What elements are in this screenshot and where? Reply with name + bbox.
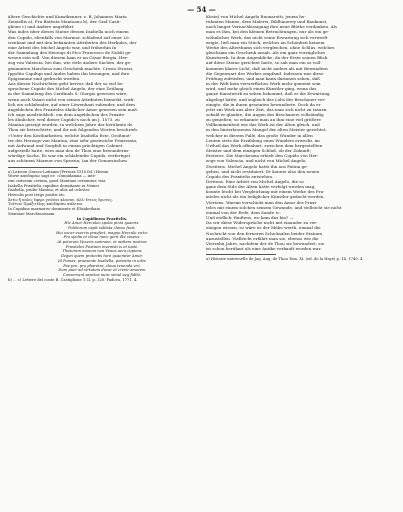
text-line: gleichsam ein Geschenk ansah. Als ein ganz vorzügliches [206,50,326,56]
text-line: welcher in diesem Falle, das große Wunder in allen [206,132,313,138]
poem-line: Ilegon quem protectis ture quaerator Amor. [61,254,143,259]
text-line: teles mit einem solchen seinem Gewande, und vielleicht sie nicht [206,204,342,210]
footnote-line: Herculis post tergo positis etc. [8,193,66,198]
text-line: Ersteres. Die Marchesina erhielt den Cupido von Her- [206,153,319,159]
text-line: in der Sammlung des Cardinals S. Giorgio gewesen wäre, [8,91,128,97]
text-line: den Cupido, ebenfalls von Marmor, schlafend auf einer Lö- [8,34,130,40]
text-line: ganze Kunstwerk zu sehen bekommt, daß er die Erwartung [206,91,330,97]
right-body-text [206,14,396,251]
text-line: ältere Geschichte und Kunstkenner, z. B. Johannes Maria [8,14,127,19]
text-line: Ippolito Capilupi und Andre haben ihn besungen, und ihre [8,70,130,76]
text-line: aufgestellt hatte, wies man den de Thou eine bewunderns- [8,148,130,154]
text-line: anzustellen. Vielleicht erfährt man sie, ebenso wie die [206,235,319,241]
text-line: ter des Herzogs von Mantua, eine sehr geistreiche Prinzessin, [8,137,138,143]
footnote-line: In Cupidine marmoreo dormiente et Elisabetham [8,207,101,212]
text-line: Thou sie betrachtete, und ihr mit folgenden Worten beschrieb. [8,127,139,133]
poem-title: In Cupidinem Praxitelis. [76,216,128,221]
right-column [206,14,396,504]
footnote-line: Mantuae Marchionissam. [8,211,56,216]
text-line: einigte, die in ihnen geseinten bewunderte. Doch da er [206,101,321,107]
poem-line: Conservant sanctos nunc simul aeg fidibi. [62,273,142,277]
text-line: Mantua gezeigt wurden, in welchem Jahre der berühmte de [8,122,133,128]
footnote-rule [206,254,276,255]
text-line: einigen wissen, so wäre es der Mühe werth, einmal die [206,225,321,231]
text-line: Meister und dem einzigen Schluß, ob der Zukunft; [206,148,312,154]
footnote-line: Τούτων Πραξιτέλης καυδαμάω κάλεται. [8,202,84,207]
left-column [8,14,196,504]
text-line: Was indes über dieses Statue dessen Iisabella noch einem [8,29,129,35]
text-line: in den hinterlassenen Mangel der alten Meister gerichtet, [206,127,327,133]
left-footnotes [8,170,196,217]
text-line: Prüfung zufrieden, und man kann darinnen sehen, daß [206,75,320,81]
text-line: Zeiniellis a), Fra Battista Mantoano b), der Graf Casti- [8,19,121,25]
text-line: Und endlich: fünftens, wo kam das hin? — [206,215,294,221]
text-line: Ich sage ausdrücklich: ein dem angeblichen des Praxite- [8,111,126,117]
poem-line: Pro spolia et claue nunc gerit illa caseus. [63,235,141,240]
text-line: Urtheil das Werk offenbart, zwischen dem hergestellten [206,142,323,148]
text-line: kommen klares Licht, daß nicht anders als mit Bewundern [206,65,328,71]
text-line: angeblichen des Praxiteles ähnlicher Amor gewesen sein muß. [8,106,139,112]
text-line: Kunstwerk. In dem Augenblicke, da der Erste seinen Blick [206,55,328,61]
text-line: einmal von der Erde, dem Sande ꝛc. [206,209,281,215]
poem-line: Hic Amor Herculeo spolia picta quaeris: [64,221,140,226]
text-line: »Unter den Kostbarkeiten, welche Iisabella Este, Großmut- [8,132,132,138]
text-line: nach langer Vernachlässigung ihre neue Blüthe verdanken. Als [206,24,337,30]
text-line: zeigte, ließ man ein Stück, welches an Schönheit keinem [206,39,325,45]
text-line: der Sammlung des Herzogs di Pico Francesco de Nobili ge- [8,50,132,56]
text-line: eine Arbeit des Michel Angelo war, und früherhin in [8,44,117,50]
footnote-bc: b) ... c) Lettere del conte B. Castiglione T. II. p. 320. Padova, 1771. 4. [8,277,138,282]
text-line: Cupido des Praxitelis entstehen. [206,173,274,179]
footnote-line: Isabella Praxitelis cupidine dormitante in Nemei [8,183,99,188]
text-line: wird, und mehr gleich einen Künstler ging, wenn das [206,86,317,92]
text-line: Küste) von Michel Angelo Buonarotti, jenem be- [206,14,306,19]
right-footnote: a) Historie universelle de Jaq. Aug. de Thou Tom. XI. (ed. de la Haye) p. 14. 1740. 4. [206,257,364,262]
text-line: xiteles nicht als ein lediglicher Künstler gedacht werden. [206,194,325,200]
text-line: sprochene Cupido des Michel Angelo, der eine Zeitlang [8,86,124,92]
text-line: würdige Sache. Es war ein schlafender Cupido, verfertiget [8,153,131,159]
text-line: Aus diesen Nachrichten geht hervor, daß der so viel be- [8,81,124,87]
text-line: jetzt ein Werk aus alter Zeit, das man sich nicht zu trauen [206,106,327,112]
text-line: Epigramme sind gedruckt worden. [8,75,81,81]
text-line: Werke des Alterthums sich vergleichen, ohne Schlüs, welches [206,44,335,50]
text-line: Vollkommenheit wie das Werk ist der Alten gleich, und [206,122,320,128]
text-line: sobald er glaubte, die Augen des Beschauers vollständig [206,111,324,117]
text-line: man es ihm, bei den kleinen Betrachtungen, nur als ein ge- [206,29,330,35]
poem-lines [8,221,196,277]
text-line: abgelegt hätte; und sogleich des Lobs der Beschauer ver- [206,96,326,102]
text-line: in der Welt kein verwerfliches Werk mehr gemeint sein [206,81,321,87]
text-line: Zweitens. Michel Angelo hatte ihn aus Fatina ge- [206,163,308,169]
text-line: aus schönem Marmor von Spezzia; (an der Genuesischen [8,158,127,164]
poem-line: Id Pomax, praesente Iisabella, potentia in urbe [58,258,146,263]
text-line: Leuten stets die Erzählung eines Wunders erweckt, im [206,137,320,143]
text-line: Viertens. Warum verschickt man den Amor des Praxi- [206,199,318,205]
text-line: geben, und nicht restituiert. Er konnte also den neuen [206,168,320,174]
text-line: zu genießen; so erkannte man an ihm eine viel größere [206,117,321,123]
text-line: rühmten Manne, dem Malerei, Bildhauerey und Baukunst, [206,19,328,25]
poem-line: Dum puer ad virtutem ducar et crevir amorem [58,268,146,273]
left-body-text [8,14,196,164]
poem-line: Fae pro, pro pharetra, claua tenenda viri. [63,263,141,268]
latin-poem [8,217,196,278]
text-line: zoge von Valencia, und nicht von Michel Angelo. [206,158,307,164]
text-line: genannten Marchesa zum Geschenk machte. Crosio Strozzi, [8,65,134,71]
poem-line: Praxiteles Fustium invenisti is et iuste. [65,244,139,249]
text-line: Da wir diese Widersprüche nicht mit einander zu ver- [206,220,318,226]
footnote-line: Worte καυδαμάω sagt er: »Omnidamna — inte- [8,174,97,179]
text-line: die Gegenwart des Werkes empfand. Indessen war diese [206,70,324,76]
text-line: lich ein schlafender, auf einer Löwenhaut ruhender, und dem [8,101,135,107]
text-line: Vierzehn Jahre, nachdem der de Thou sie bewundert, sie [206,240,325,246]
poem-line: Hui vocar exercis praefert, magno Hercule victo: [56,230,148,235]
text-line: ganz dem Stile der Alten hätte verfolgt werden mag, [206,184,316,190]
text-line: zog von Valencia, bei ihm, wie viele andere Sachen, der ge- [8,60,132,66]
poem-line: At potorum Veneris somnum, et mittere nostras [57,240,147,245]
page-number: — 54 — [187,5,216,14]
text-line: les ähnlicher, weil dieser Cupido's noch im J. 1573. zu [8,117,120,123]
poem-line: Thesoram manum non Venus aera cupiens [62,249,142,254]
footnote-line: Ἀτέω ἤ πόλις ἔφερε γνῶναι κλοναν, ἀλλ' ἔτεως ἔρωτος, [8,197,113,202]
footnote-line: Iisabella, pridie Mantua, et aliis ad celestes [8,188,90,193]
text-line: ist schon berühmt als eine Antike verkauft worden war. [206,246,322,252]
text-line: wenn auch Vasari nicht von seinen Attributen bemerkt, wirk- [8,96,135,102]
text-line: glione c) und Andere angeführt. [8,24,75,30]
poem-line: Polelorum capit sublata claves facit. [68,225,136,230]
text-line: mit Aufwand und Sorgfalt in einem prächtigen Cabinet [8,142,123,148]
text-line: konnte leicht bei Vergleichung mit einem Werke des Pra- [206,189,325,195]
footnote-rule [8,167,78,168]
text-line: wenhaut und mit den bekannten Attributen des Herkules, der [8,39,137,45]
text-line: Nachricht von den ferneren Schicksalen beider Statuen [206,230,322,236]
text-line: Drittens. Eine Arbeit von Michel Angelo, die so [206,179,304,184]
text-line: wesen sein soll. Von diesem kam er an Cäsar Borgia, Her- [8,55,129,61]
text-line: wöhnliches Werk, das nicht seine Erwartung sich verwerft [206,34,328,40]
footnote-line: a) Lexicon Graeco-Latinum (Ferrara 1510.fol.) Hemm [8,169,109,174]
text-line: auf diese Statue gerichtet hatte, so sah man ein so voll- [206,60,322,66]
footnote-line: rim ceiterum certum, quod Mantuae cernuntur, visa [8,178,106,183]
